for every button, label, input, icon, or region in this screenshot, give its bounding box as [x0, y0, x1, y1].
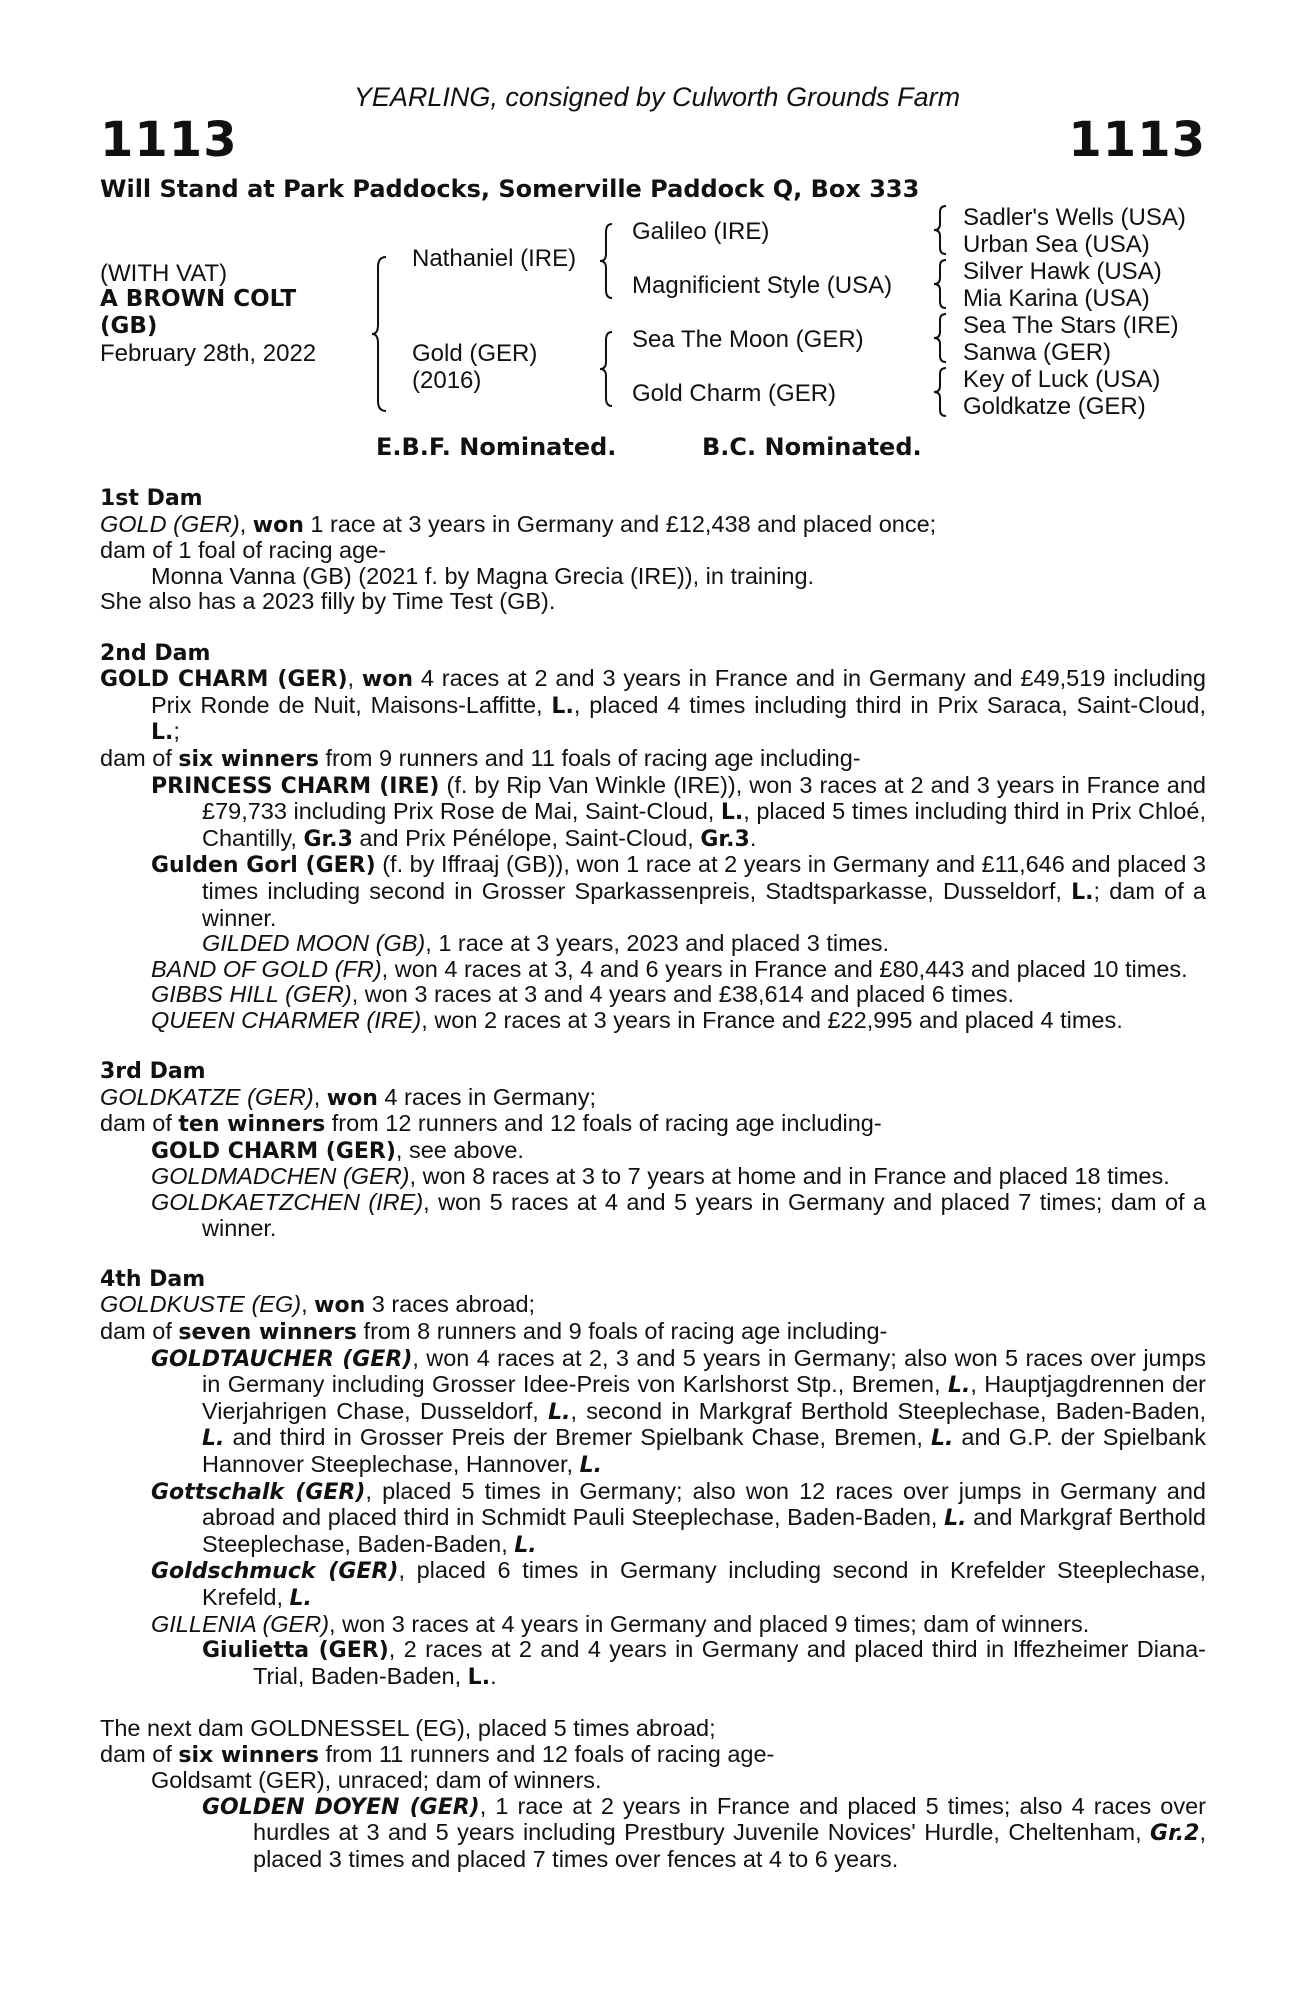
produce-entry: GOLDTAUCHER (GER), won 4 races at 2, 3 and 5 years in Germany; also won 5 races over jumps in Germany including Grosser Idee-Preis von Karlshorst Stp., Bremen, L., Hauptjagdrennen der Vierjahrigen Chase, Dusseldorf, L., second in Markgraf Berthold Steeplechase, Baden-Baden, L. and third in Grosser Preis der Bremer Spielbank Chase, Bremen, L. and G.P. der Spielbank Hannover Steeplechase, Hannover, L.	[151, 1344, 1207, 1478]
pedigree-bracket-dd	[934, 366, 948, 418]
produce-entry: GOLDMADCHEN (GER), won 8 races at 3 to 7 years at home and in France and placed 18 times.	[151, 1163, 1170, 1190]
pedigree-sire: Nathaniel (IRE)	[412, 245, 577, 272]
horse-title: A BROWN COLT	[100, 286, 297, 312]
produce-entry: GILLENIA (GER), won 3 races at 4 years in Germany and placed 9 times; dam of winners.	[151, 1610, 1090, 1637]
second-dam-section	[100, 641, 1206, 1034]
section-heading: 4th Dam	[100, 1266, 206, 1292]
pedigree-dam-dam: Gold Charm (GER)	[632, 380, 837, 407]
produce-entry: GIBBS HILL (GER), won 3 races at 3 and 4 years and £38,614 and placed 6 times.	[151, 981, 1015, 1008]
pedigree-bracket-dam	[600, 330, 616, 408]
produce-entry: BAND OF GOLD (FR), won 4 races at 3, 4 and 6 years in France and £80,443 and placed 10 times.	[151, 955, 1188, 982]
dam-record: GOLDKATZE (GER), won 4 races in Germany;	[100, 1083, 596, 1111]
pedigree-dam-year: (2016)	[412, 367, 482, 394]
produce-entry: Goldschmuck (GER), placed 6 times in Germany including second in Krefelder Steeplechase, Krefeld, L.	[151, 1557, 1206, 1611]
produce-entry: QUEEN CHARMER (IRE), won 2 races at 3 years in France and £22,995 and placed 4 times.	[151, 1006, 1123, 1033]
pedigree-g3-2: Urban Sea (USA)	[963, 231, 1150, 258]
bc-nomination: B.C. Nominated.	[702, 433, 922, 461]
pedigree-bracket-main	[372, 255, 392, 413]
pedigree-g3-4: Mia Karina (USA)	[963, 285, 1150, 312]
next-dam-record: The next dam GOLDNESSEL (EG), placed 5 times abroad;	[100, 1714, 716, 1741]
dam-of-line: dam of six winners from 11 runners and 12 foals of racing age-	[100, 1740, 775, 1768]
dam-of-line: dam of six winners from 9 runners and 11 foals of racing age including-	[100, 744, 861, 772]
horse-title-origin: (GB)	[100, 313, 158, 339]
section-heading: 2nd Dam	[100, 640, 211, 666]
dam-of-line: dam of 1 foal of racing age-	[100, 537, 387, 564]
produce-entry: Giulietta (GER), 2 races at 2 and 4 years in Germany and placed third in Iffezheimer Diana-Trial, Baden-Baden, L..	[202, 1636, 1207, 1690]
dam-of-line: dam of ten winners from 12 runners and 12 foals of racing age including-	[100, 1110, 882, 1138]
consignor-line: YEARLING, consigned by Culworth Grounds Farm	[353, 82, 961, 112]
pedigree-sire-dam: Magnificient Style (USA)	[632, 272, 893, 299]
ebf-nomination: E.B.F. Nominated.	[376, 433, 617, 461]
pedigree-bracket-sd	[934, 258, 948, 310]
lot-number-right: 1113	[1068, 112, 1206, 168]
also-line: She also has a 2023 filly by Time Test (GB).	[100, 588, 556, 615]
produce-entry: Gottschalk (GER), placed 5 times in Germany; also won 12 races over jumps in Germany and abroad and placed third in Schmidt Pauli Steeplechase, Baden-Baden, L. and Markgraf Berthold Steeplechase, Baden-Baden, L.	[151, 1477, 1206, 1558]
produce-entry: Monna Vanna (GB) (2021 f. by Magna Grecia (IRE)), in training.	[151, 562, 815, 589]
produce-entry: Goldsamt (GER), unraced; dam of winners.	[151, 1767, 602, 1794]
pedigree-g3-5: Sea The Stars (IRE)	[963, 312, 1179, 339]
produce-entry: GOLDEN DOYEN (GER), 1 race at 2 years in France and placed 5 times; also 4 races over hurdles at 3 and 5 years including Prestbury Juvenile Novices' Hurdle, Cheltenham, Gr.2, placed 3 times and placed 7 times over fences at 4 to 6 years.	[202, 1792, 1207, 1872]
dam-record: GOLDKUSTE (EG), won 3 races abroad;	[100, 1291, 536, 1319]
pedigree-bracket-ss	[934, 204, 948, 256]
pedigree-g3-1: Sadler's Wells (USA)	[963, 204, 1186, 231]
foaling-date: February 28th, 2022	[100, 340, 317, 367]
pedigree-g3-3: Silver Hawk (USA)	[963, 258, 1162, 285]
produce-entry: Gulden Gorl (GER) (f. by Iffraaj (GB)), won 1 race at 2 years in Germany and £11,646 and placed 3 times including second in Grosser Sparkassenpreis, Stadtsparkasse, Dusseldorf, L.; dam of a winner.	[151, 851, 1207, 931]
pedigree-g3-8: Goldkatze (GER)	[963, 393, 1146, 420]
dam-of-line: dam of seven winners from 8 runners and 9 foals of racing age including-	[100, 1318, 888, 1345]
family-notes	[100, 486, 1206, 1898]
produce-entry: GOLD CHARM (GER), see above.	[151, 1136, 524, 1164]
produce-entry: GILDED MOON (GB), 1 race at 3 years, 2023 and placed 3 times.	[202, 930, 890, 957]
pedigree-dam: Gold (GER)	[412, 340, 538, 367]
fourth-dam-section	[100, 1267, 1206, 1691]
section-heading: 1st Dam	[100, 486, 203, 511]
pedigree-bracket-ds	[934, 312, 948, 364]
lot-number-left: 1113	[100, 112, 238, 168]
produce-entry: PRINCESS CHARM (IRE) (f. by Rip Van Winkle (IRE)), won 3 races at 2 and 3 years in France and £79,733 including Prix Rose de Mai, Saint-Cloud, L., placed 5 times including third in Prix Chloé, Chantilly, Gr.3 and Prix Pénélope, Saint-Cloud, Gr.3.	[151, 771, 1206, 852]
pedigree-sire-sire: Galileo (IRE)	[632, 218, 770, 245]
vat-note: (WITH VAT)	[100, 260, 228, 287]
pedigree-g3-6: Sanwa (GER)	[963, 339, 1112, 366]
pedigree-bracket-sire	[600, 222, 616, 300]
stabling-location: Will Stand at Park Paddocks, Somerville Paddock Q, Box 333	[100, 175, 920, 203]
dam-record: GOLD CHARM (GER), won 4 races at 2 and 3 years in France and in Germany and £49,519 including Prix Ronde de Nuit, Maisons-Laffitte, L., placed 4 times including third in Prix Saraca, Saint-Cloud, L.;	[100, 665, 1206, 746]
first-dam-section	[100, 486, 1206, 615]
pedigree-dam-sire: Sea The Moon (GER)	[632, 326, 864, 353]
pedigree-g3-7: Key of Luck (USA)	[963, 366, 1161, 393]
next-dam-section	[100, 1716, 1206, 1873]
section-heading: 3rd Dam	[100, 1059, 206, 1085]
dam-record: GOLD (GER), won 1 race at 3 years in Germany and £12,438 and placed once;	[100, 510, 937, 538]
third-dam-section	[100, 1059, 1206, 1241]
produce-entry: GOLDKAETZCHEN (IRE), won 5 races at 4 and 5 years in Germany and placed 7 times; dam of a winner.	[151, 1189, 1207, 1241]
